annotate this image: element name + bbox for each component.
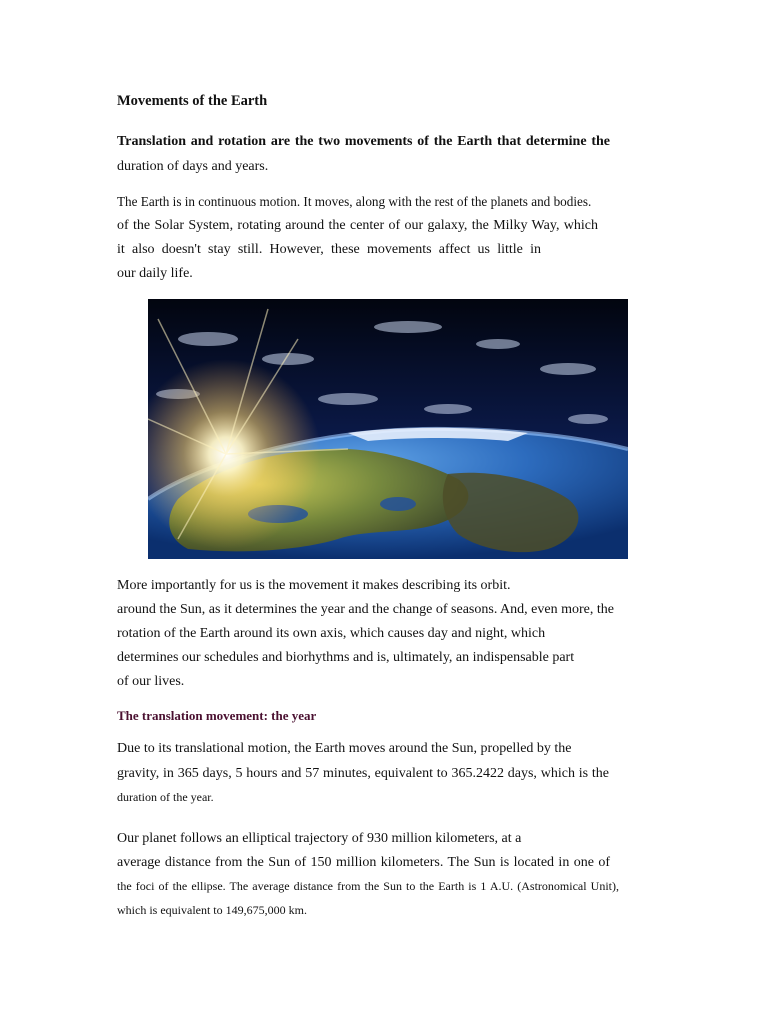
para4-line-1: Our planet follows an elliptical trajectory of 930 million kilometers, at a (117, 831, 522, 846)
para4-line-3: the foci of the ellipse. The average distance from the Sun to the Earth is 1 A.U. (Astronomical Unit), (117, 879, 619, 893)
para2-line-1: More importantly for us is the movement it makes describing its orbit. (117, 578, 511, 593)
para4-line-4: which is equivalent to 149,675,000 km. (117, 903, 307, 917)
lead-line-1: Translation and rotation are the two movements of the Earth that determine the (117, 134, 610, 149)
lead-line-2: duration of days and years. (117, 159, 269, 174)
para3-line-3: duration of the year. (117, 790, 214, 804)
para2-line-4: determines our schedules and biorhythms and is, ultimately, an indispensable part (117, 650, 575, 665)
para1-line-2: of the Solar System, rotating around the center of our galaxy, the Milky Way, which (117, 218, 598, 233)
para2-line-5: of our lives. (117, 674, 185, 689)
earth-from-space-photo (148, 299, 628, 559)
para1-line-4: our daily life. (117, 266, 193, 281)
section-heading: The translation movement: the year (117, 708, 317, 723)
para1-line-3: it also doesn't stay still. However, these movements affect us little in (117, 242, 541, 257)
para1-line-1: The Earth is in continuous motion. It moves, along with the rest of the planets and bodies. (117, 194, 592, 209)
para4-line-2: average distance from the Sun of 150 million kilometers. The Sun is located in one of (117, 855, 610, 870)
para3-line-1: Due to its translational motion, the Earth moves around the Sun, propelled by the (117, 741, 572, 756)
document-title: Movements of the Earth (117, 93, 268, 109)
para2-line-2: around the Sun, as it determines the year and the change of seasons. And, even more, the (117, 602, 614, 617)
para3-line-2: gravity, in 365 days, 5 hours and 57 minutes, equivalent to 365.2422 days, which is the (117, 766, 609, 781)
para2-line-3: rotation of the Earth around its own axis, which causes day and night, which (117, 626, 546, 641)
